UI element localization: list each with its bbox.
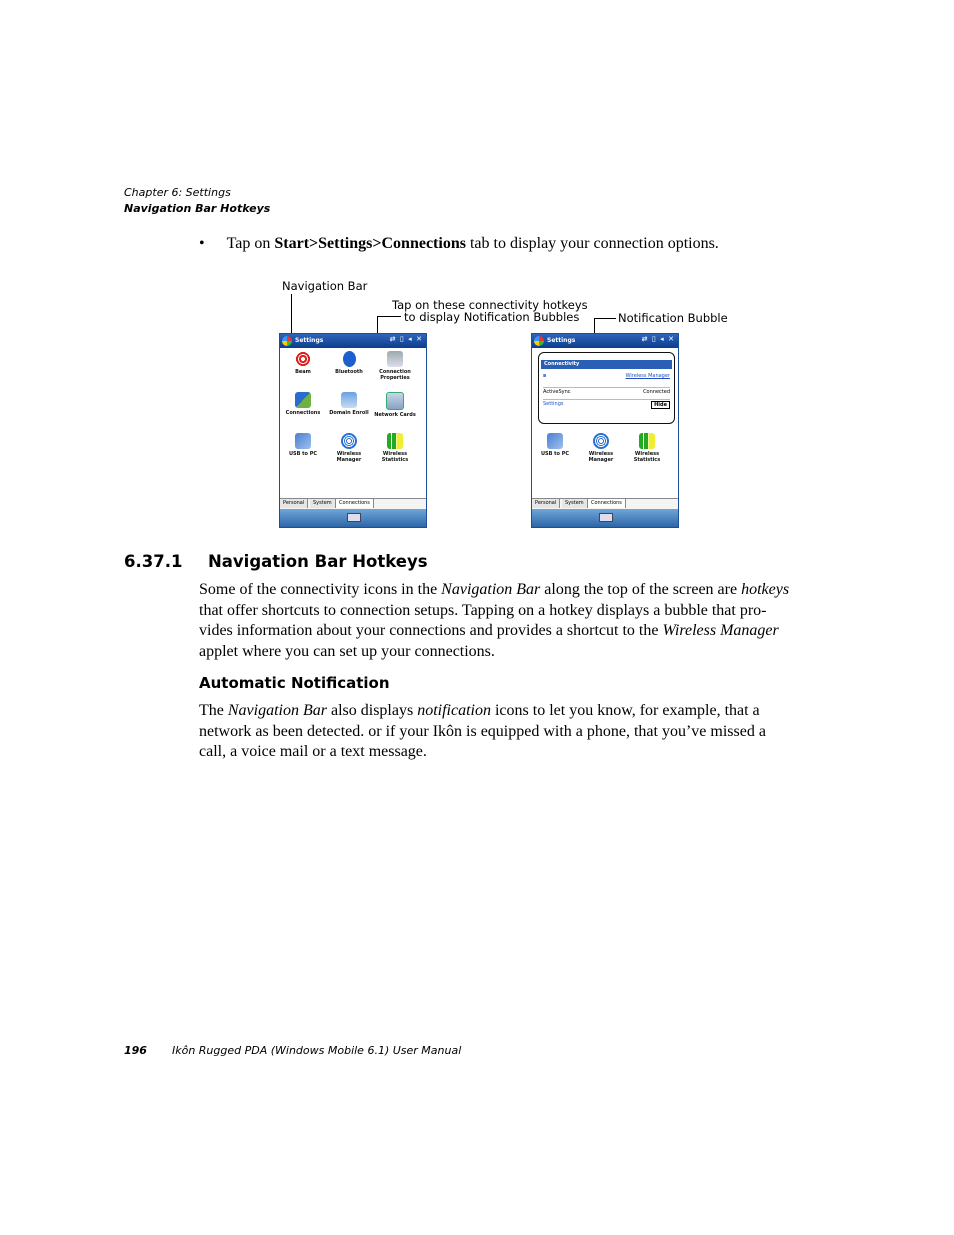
settings-item-network-cards[interactable]: Network Cards: [374, 392, 416, 418]
screen-title: Settings: [547, 337, 576, 344]
tab-system[interactable]: System: [562, 499, 588, 508]
running-header-section: Navigation Bar Hotkeys: [124, 202, 271, 215]
settings-item-wireless-manager[interactable]: Wireless Manager: [580, 433, 622, 463]
bluetooth-icon: ʙ: [543, 373, 547, 379]
activesync-status: Connected: [643, 389, 670, 395]
tab-connections[interactable]: Connections: [336, 499, 374, 508]
paragraph-notification: The Navigation Bar also displays notification icons to let you know, for example, that a network as been detected. or if your Ikôn is equipped with a phone, that you’ve missed a call, a voice mail or a text message.: [199, 702, 766, 760]
beam-icon: [295, 351, 311, 367]
soft-key-bar: [532, 509, 678, 527]
settings-item-beam[interactable]: Beam: [282, 351, 324, 375]
device-screen-notification: [531, 333, 679, 528]
bullet-text-pre: Tap on: [226, 235, 275, 252]
callout-line-bubble-h: [594, 318, 616, 319]
navigation-bar: [532, 334, 678, 348]
tab-system[interactable]: System: [310, 499, 336, 508]
running-header-chapter: Chapter 6: Settings: [124, 186, 231, 199]
settings-link[interactable]: Settings: [543, 401, 564, 407]
manual-title: Ikôn Rugged PDA (Windows Mobile 6.1) User Manual: [171, 1044, 462, 1057]
start-icon[interactable]: [282, 336, 292, 346]
connections-icon: [295, 392, 311, 408]
callout-tap-hotkeys-1: Tap on these connectivity hotkeys: [392, 298, 588, 312]
notification-bubble: [538, 352, 675, 424]
activesync-label: ActiveSync: [543, 389, 571, 395]
usb-icon: [547, 433, 563, 449]
tray-icons[interactable]: ⇄ ▯ ◂ ✕: [641, 335, 675, 343]
callout-navigation-bar: Navigation Bar: [282, 279, 368, 293]
bullet-instruction: [199, 235, 719, 253]
bullet-path: Start>Settings>Connections: [274, 235, 466, 252]
device-screen-settings: [279, 333, 427, 528]
tab-personal[interactable]: Personal: [280, 499, 308, 508]
tab-personal[interactable]: Personal: [532, 499, 560, 508]
wireless-statistics-icon: [639, 433, 655, 449]
settings-item-bluetooth[interactable]: Bluetooth: [328, 351, 370, 375]
tray-icons[interactable]: ⇄ ▯ ◂ ✕: [389, 335, 423, 343]
section-number: 6.37.1: [124, 552, 183, 571]
wireless-manager-icon: [341, 433, 357, 449]
start-icon[interactable]: [534, 336, 544, 346]
callout-line-nav-bar: [291, 294, 292, 338]
network-cards-icon: [386, 392, 404, 410]
page-number: 196: [124, 1044, 147, 1057]
hide-button[interactable]: Hide: [651, 401, 670, 409]
navigation-bar: [280, 334, 426, 348]
bullet-symbol: •: [199, 235, 205, 252]
settings-item-wireless-statistics[interactable]: Wireless Statistics: [626, 433, 668, 463]
settings-tabs: [280, 498, 426, 509]
bubble-row-bluetooth: [543, 372, 670, 381]
settings-item-connections[interactable]: Connections: [282, 392, 324, 416]
domain-enroll-icon: [341, 392, 357, 408]
soft-key-bar: [280, 509, 426, 527]
wireless-manager-icon: [593, 433, 609, 449]
bullet-text-post: tab to display your connection options.: [465, 235, 719, 252]
settings-item-usb-to-pc[interactable]: USB to PC: [534, 433, 576, 457]
wireless-statistics-icon: [387, 433, 403, 449]
wireless-manager-link[interactable]: Wireless Manager: [625, 373, 670, 379]
settings-item-wireless-statistics[interactable]: Wireless Statistics: [374, 433, 416, 463]
keyboard-icon[interactable]: [599, 513, 613, 522]
settings-tabs: [532, 498, 678, 509]
usb-icon: [295, 433, 311, 449]
paragraph-hotkeys: Some of the connectivity icons in the Navigation Bar along the top of the screen are hotkeys that offer shortcuts to connection setups. Tapping on a hotkey displays a bubble that pro- vides information about your connections and provides a shortcut to the Wireless Manager applet where you can set up your connections.: [199, 581, 790, 660]
settings-item-domain-enroll[interactable]: Domain Enroll: [328, 392, 370, 416]
page-footer: [124, 1044, 461, 1057]
keyboard-icon[interactable]: [347, 513, 361, 522]
callout-line-hotkeys-h: [377, 316, 401, 317]
callout-tap-hotkeys-2: to display Notification Bubbles: [404, 310, 580, 324]
section-heading: [124, 552, 428, 571]
screen-title: Settings: [295, 337, 324, 344]
connection-properties-icon: [387, 351, 403, 367]
settings-item-wireless-manager[interactable]: Wireless Manager: [328, 433, 370, 463]
bubble-row-activesync: [543, 387, 670, 397]
bubble-row-settings: [543, 399, 670, 409]
bubble-heading: Connectivity: [541, 360, 672, 369]
subsection-heading: Automatic Notification: [199, 674, 390, 692]
tab-connections[interactable]: Connections: [588, 499, 626, 508]
settings-item-usb-to-pc[interactable]: USB to PC: [282, 433, 324, 457]
bluetooth-icon: [343, 351, 356, 367]
settings-item-connection-properties[interactable]: Connection Properties: [374, 351, 416, 381]
callout-notification-bubble: Notification Bubble: [618, 311, 728, 325]
section-title: Navigation Bar Hotkeys: [207, 552, 428, 571]
